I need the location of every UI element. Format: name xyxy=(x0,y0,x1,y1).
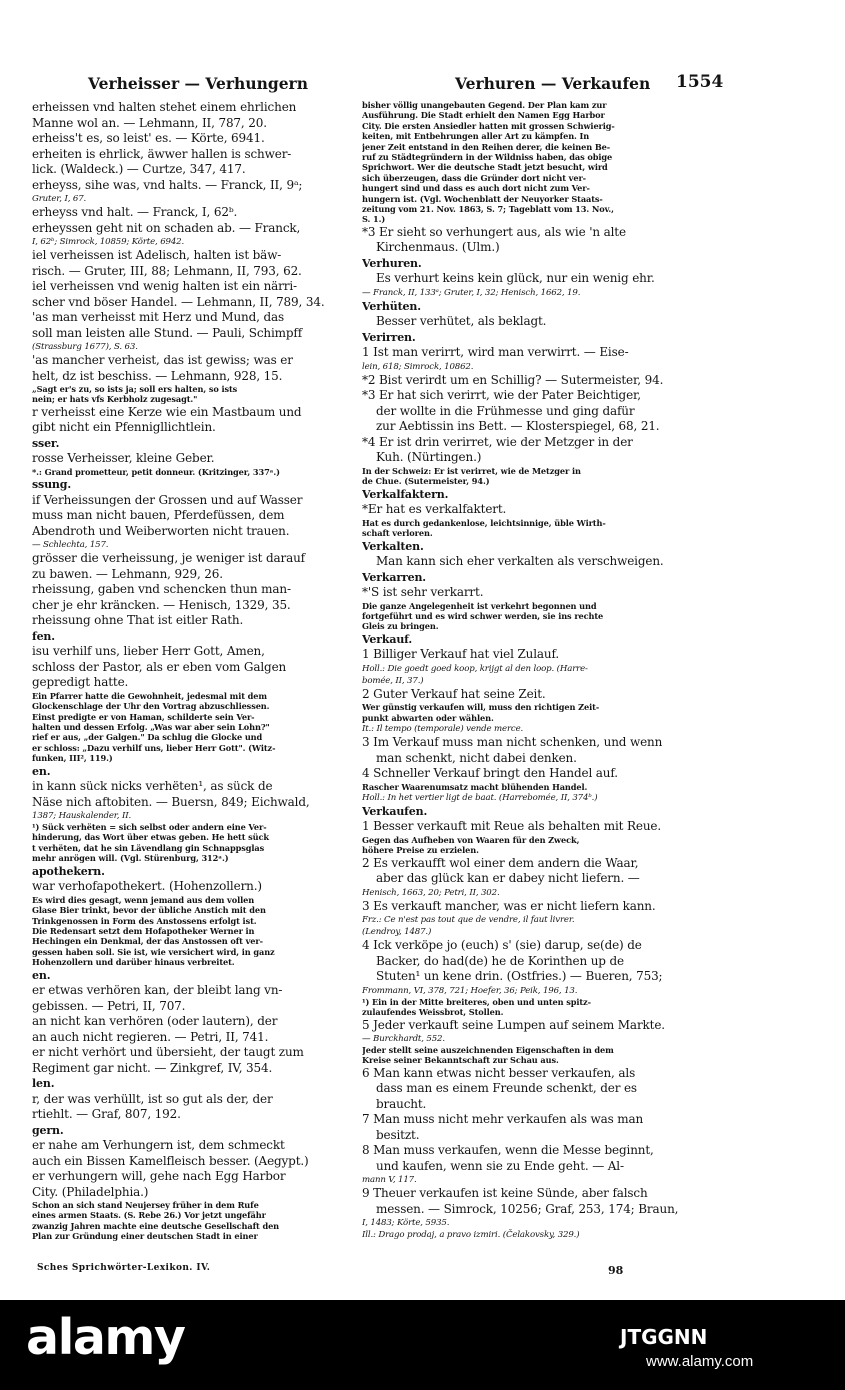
entry-headword: Verhüten. xyxy=(362,299,421,313)
note-line: t verhëten, dat he sin Lävendlang gin Schnappsglas xyxy=(32,842,265,853)
note-line: ¹) Ein in der Mitte breiteres, oben und unten spitz- xyxy=(362,996,591,1007)
note-line: zwanzig Jahren machte eine deutsche Gesellschaft den xyxy=(32,1220,280,1231)
proverb-line: soll man leisten alle Stund. — Pauli, Schimpff xyxy=(32,325,302,340)
note-line: S. 1.) xyxy=(362,214,386,225)
entry-headword: ssung. xyxy=(32,478,72,492)
note-line: höhere Preise zu erzielen. xyxy=(362,845,479,856)
proverb-line: lick. (Waldeck.) — Curtze, 347, 417. xyxy=(32,162,246,176)
entry-headword: Verkarren. xyxy=(362,570,426,584)
entry-headword: Verkalten. xyxy=(362,539,424,553)
proverb-line: 1 Besser verkauft mit Reue als behalten mit Reue. xyxy=(362,819,662,834)
proverb-line: erheyssen geht nit on schaden ab. — Franck, xyxy=(32,220,301,235)
proverb-line: er nahe am Verhungern ist, dem schmeckt xyxy=(32,1138,285,1153)
proverb-line: *2 Bist verirdt um en Schillig? — Sutermeister, 94. xyxy=(362,372,664,387)
citation-line: (Lendroy, 1487.) xyxy=(362,927,432,938)
proverb-line: Besser verhütet, als beklagt. xyxy=(376,314,547,329)
proverb-line: 'as man verheisst mit Herz und Mund, das xyxy=(32,310,285,324)
proverb-line: der wollte in die Frühmesse und ging dafür xyxy=(376,403,635,418)
proverb-line: er etwas verhören kan, der bleibt lang vn- xyxy=(32,983,283,998)
note-line: jener Zeit entstand in den Reihen derer, die keinen Be- xyxy=(362,141,611,152)
proverb-line: Es verhurt keins kein glück, nur ein wenig ehr. xyxy=(376,271,655,286)
proverb-line: rtiehlt. — Graf, 807, 192. xyxy=(32,1107,181,1122)
note-line: halten und dessen Erfolg. „Was war aber sein Lohn?" xyxy=(32,721,270,732)
note-line: Hechingen ein Denkmal, der das Anstossen oft ver- xyxy=(32,936,263,947)
note-line: Ausführung. Die Stadt erhielt den Namen Egg Harbor xyxy=(362,110,605,121)
proverb-line: *3 Er hat sich verirrt, wie der Pater Beichtiger, xyxy=(362,388,641,403)
proverb-line: 2 Guter Verkauf hat seine Zeit. xyxy=(362,686,546,701)
note-line: Es wird dies gesagt, wenn jemand aus dem vollen xyxy=(32,894,255,905)
citation-line: I, 62ᵇ; Simrock, 10859; Körte, 6942. xyxy=(32,237,185,247)
note-line: Die ganze Angelegenheit ist verkehrt begonnen und xyxy=(362,600,597,611)
note-line: ¹) Sück verhëten = sich selbst oder andern eine Ver- xyxy=(32,822,267,833)
proverb-line: messen. — Simrock, 10256; Graf, 253, 174; Braun, xyxy=(376,1201,679,1216)
entry-headword: Verkauf. xyxy=(362,632,413,646)
proverb-line: iel verheissen vnd wenig halten ist ein närri- xyxy=(32,279,297,293)
proverb-line: in kann sück nicks verhëten¹, as sück de xyxy=(32,779,273,794)
proverb-line: Stuten¹ un kene drin. (Ostfries.) — Bueren, 753; xyxy=(376,969,663,984)
note-line: de Chue. (Sutermeister, 94.) xyxy=(362,476,490,487)
alamy-logo: alamy xyxy=(26,1309,185,1366)
entry-headword: Verkaufen. xyxy=(362,804,428,818)
proverb-line: 9 Theuer verkaufen ist keine Sünde, aber falsch xyxy=(362,1186,648,1201)
note-line: Trinkgenossen in Form des Anstossens erfolgt ist. xyxy=(32,915,257,926)
proverb-line: war verhofapothekert. (Hohenzollern.) xyxy=(32,879,262,894)
note-line: er schloss: „Dazu verhilf uns, lieber Herr Gott". (Witz- xyxy=(32,742,276,753)
note-line: zeitung vom 21. Nov. 1863, S. 7; Tageblatt vom 13. Nov., xyxy=(362,204,614,215)
citation-line: Frz.: Ce n'est pas tout que de vendre, il faut livrer. xyxy=(362,915,575,926)
note-line: Ein Pfarrer hatte die Gewohnheit, jedesmal mit dem xyxy=(32,690,267,701)
note-line: schaft verloren. xyxy=(362,528,433,539)
note-line: hungern ist. (Vgl. Wochenblatt der Neuyorker Staats- xyxy=(362,193,603,204)
entry-headword: Verhuren. xyxy=(362,256,422,270)
citation-line: bomée, II, 37.) xyxy=(362,675,424,686)
note-line: mehr anrögen will. (Vgl. Stürenburg, 312ᵃ.) xyxy=(32,853,229,864)
proverb-line: 1 Ist man verirrt, wird man verwirrt. — Eise- xyxy=(362,345,629,360)
note-line: Plan zur Gründung einer deutschen Stadt in einer xyxy=(32,1231,258,1242)
proverb-line: besitzt. xyxy=(376,1127,420,1142)
proverb-line: 5 Jeder verkauft seine Lumpen auf seinem Markte. xyxy=(362,1017,665,1032)
note-line: Jeder stellt seine auszeichnenden Eigenschaften in dem xyxy=(362,1045,614,1056)
note-line: „Sagt er's zu, so ists ja; soll ers halten, so ists xyxy=(32,384,238,394)
note-line: rief er aus, „der Galgen." Da schlug die Glocke und xyxy=(32,732,263,743)
citation-line: Henisch, 1663, 20; Petri, II, 302. xyxy=(362,887,500,898)
note-line: *.: Grand prometteur, petit donneur. (Kritzinger, 337ᵃ.) xyxy=(32,466,280,477)
page-number: 1554 xyxy=(676,72,724,92)
citation-line: Gruter, I, 67. xyxy=(32,194,87,204)
proverb-line: *3 Er sieht so verhungert aus, als wie 'n alte xyxy=(362,224,626,239)
proverb-line: muss man nicht bauen, Pferdefüssen, dem xyxy=(32,508,285,523)
proverb-line: an nicht kan verhören (oder lautern), der xyxy=(32,1014,278,1029)
proverb-line: Abendroth und Weiberworten nicht trauen. xyxy=(32,523,290,538)
proverb-line: cher je ehr kräncken. — Henisch, 1329, 35. xyxy=(32,597,291,612)
proverb-line: isu verhilf uns, lieber Herr Gott, Amen, xyxy=(32,644,265,659)
note-line: hungert sind und dass es auch dort nicht zum Ver- xyxy=(362,183,590,194)
note-line: In der Schweiz: Er ist verirret, wie de Metzger in xyxy=(362,465,581,476)
header-left-title: Verheisser — Verhungern xyxy=(88,74,308,93)
entry-headword: Verkalfaktern. xyxy=(362,487,449,501)
note-line: Die Redensart setzt dem Hofapotheker Werner in xyxy=(32,925,255,936)
entry-headword: sser. xyxy=(32,436,60,450)
proverb-line: 8 Man muss verkaufen, wenn die Messe beginnt, xyxy=(362,1143,654,1158)
proverb-line: auch ein Bissen Kamelfleisch besser. (Aegypt.) xyxy=(32,1153,309,1168)
proverb-line: dass man es einem Freunde schenkt, der es xyxy=(376,1081,637,1096)
proverb-line: gepredigt hatte. xyxy=(32,675,129,690)
note-line: bisher völlig unangebauten Gegend. Der Plan kam zur xyxy=(362,100,607,110)
citation-line: Holl.: Die goedt goed koop, krijgt al den loop. (Harre- xyxy=(362,663,588,674)
proverb-line: iel verheissen ist Adelisch, halten ist bäw- xyxy=(32,248,282,262)
note-line: Gleis zu bringen. xyxy=(362,621,439,632)
note-line: Hohenzollern und darüber hinaus verbreitet. xyxy=(32,957,235,968)
proverb-line: 4 Schneller Verkauf bringt den Handel auf. xyxy=(362,766,618,781)
citation-line: Ill.: Drago prodaj, a pravo izmiri. (Čelakovsky, 329.) xyxy=(362,1230,580,1241)
entry-headword: en. xyxy=(32,764,51,778)
note-line: Glockenschlage der Uhr den Vortrag abzuschliessen. xyxy=(32,701,270,712)
entry-headword: gern. xyxy=(32,1123,64,1137)
proverb-line: *'S ist sehr verkarrt. xyxy=(362,585,484,599)
note-line: Schon an sich stand Neujersey früher in dem Rufe xyxy=(32,1200,259,1211)
proverb-line: zu bawen. — Lehmann, 929, 26. xyxy=(32,566,223,581)
note-line: ruf zu Städtegründern in der Wildniss haben, das obige xyxy=(362,152,613,163)
proverb-line: er nicht verhört und übersieht, der taugt zum xyxy=(32,1045,304,1060)
proverb-line: 1 Billiger Verkauf hat viel Zulauf. xyxy=(362,647,560,662)
proverb-line: Kuh. (Nürtingen.) xyxy=(376,450,482,465)
proverb-line: zur Aebtissin ins Bett. — Klosterspiegel, 68, 21. xyxy=(376,419,660,434)
citation-line: I, 1483; Körte, 5935. xyxy=(362,1218,450,1229)
note-line: Wer günstig verkaufen will, muss den richtigen Zeit- xyxy=(362,702,600,713)
citation-line: — Franck, II, 133ᵃ; Gruter, I, 32; Henisch, 1662, 19. xyxy=(362,287,581,298)
proverb-line: rheissung, gaben vnd schencken thun man- xyxy=(32,582,291,597)
proverb-line: 6 Man kann etwas nicht besser verkaufen, als xyxy=(362,1065,636,1080)
note-line: Einst predigte er von Haman, schilderte sein Ver- xyxy=(32,711,255,722)
proverb-line: Regiment gar nicht. — Zinkgref, IV, 354. xyxy=(32,1060,273,1075)
proverb-line: if Verheissungen der Grossen und auf Wasser xyxy=(32,492,303,507)
note-line: Kreise seiner Bekanntschaft zur Schau aus. xyxy=(362,1055,559,1066)
note-line: sich überzeugen, dass die Gründer dort nicht ver- xyxy=(362,172,586,183)
citation-line: (Strassburg 1677), S. 63. xyxy=(32,342,138,352)
footer-signature: Sches Sprichwörter-Lexikon. IV. xyxy=(37,1263,211,1273)
note-line: Sprichwort. Wer die deutsche Stadt jetzt besucht, wird xyxy=(362,162,608,173)
citation-line: Holl.: In het vertier ligt de baat. (Harrebomée, II, 374ᵇ.) xyxy=(362,792,598,803)
citation-line: 1387; Hauskalender, II. xyxy=(32,811,132,822)
proverb-line: erheyss, sihe was, vnd halts. — Franck, II, 9ᵃ; xyxy=(32,177,303,192)
proverb-line: aber das glück kan er dabey nicht liefern. — xyxy=(376,871,640,886)
note-line: Gegen das Aufheben von Waaren für den Zweck, xyxy=(362,834,580,845)
proverb-line: Manne wol an. — Lehmann, II, 787, 20. xyxy=(32,115,267,130)
note-line: funken, III², 119.) xyxy=(32,753,113,764)
citation-line: — Schlechta, 157. xyxy=(32,540,109,551)
proverb-line: erheiten is ehrlick, äwwer hallen is schwer- xyxy=(32,146,292,161)
proverb-line: gebissen. — Petri, II, 707. xyxy=(32,998,186,1013)
note-line: fortgeführt und es wird schwer werden, sie ins rechte xyxy=(362,610,604,621)
proverb-line: rheissung ohne That ist eitler Rath. xyxy=(32,613,244,628)
entry-headword: apothekern. xyxy=(32,864,105,878)
left-column xyxy=(32,100,350,1242)
proverb-line: r, der was verhüllt, ist so gut als der, der xyxy=(32,1091,273,1106)
proverb-line: erheyss vnd halt. — Franck, I, 62ᵇ. xyxy=(32,205,238,219)
proverb-line: gibt nicht ein Pfennigllichtlein. xyxy=(32,420,216,435)
header-right-title: Verhuren — Verkaufen xyxy=(455,74,651,93)
entry-headword: len. xyxy=(32,1077,55,1091)
proverb-line: *Er hat es verkalfaktert. xyxy=(362,502,507,517)
image-id: JTGGNN xyxy=(620,1325,708,1349)
proverb-line: er verhungern will, gehe nach Egg Harbor xyxy=(32,1169,286,1184)
proverb-line: Näse nich aftobiten. — Buersn, 849; Eichwald, xyxy=(32,794,310,809)
entry-headword: fen. xyxy=(32,629,55,643)
watermark-url: www.alamy.com xyxy=(646,1353,754,1370)
proverb-line: *4 Er ist drin verirret, wie der Metzger in der xyxy=(362,434,633,449)
note-line: nein; er hats vfs Kerbholz zugesagt." xyxy=(32,394,198,405)
proverb-line: an auch nicht regieren. — Petri, II, 741. xyxy=(32,1029,269,1044)
citation-line: Frommann, VI, 378, 721; Hoefer, 36; Peik, 196, 13. xyxy=(362,985,578,996)
entry-headword: en. xyxy=(32,968,51,982)
proverb-line: helt, dz ist beschiss. — Lehmann, 928, 15. xyxy=(32,368,283,383)
entry-headword: Verirren. xyxy=(362,330,416,344)
citation-line: lein, 618; Simrock, 10862. xyxy=(362,361,474,372)
note-line: City. Die ersten Ansiedler hatten mit grossen Schwierig- xyxy=(362,120,615,131)
proverb-line: schloss der Pastor, als er eben vom Galgen xyxy=(32,659,287,674)
note-line: gessen haben soll. Sie ist, wie versichert wird, in ganz xyxy=(32,946,275,957)
proverb-line: risch. — Gruter, III, 88; Lehmann, II, 793, 62. xyxy=(32,263,302,278)
proverb-line: Man kann sich eher verkalten als verschweigen. xyxy=(376,554,664,568)
proverb-line: 2 Es verkaufft wol einer dem andern die Waar, xyxy=(362,855,639,870)
proverb-line: r verheisst eine Kerze wie ein Mastbaum und xyxy=(32,404,302,419)
proverb-line: braucht. xyxy=(376,1096,427,1111)
proverb-line: und kaufen, wenn sie zu Ende geht. — Al- xyxy=(376,1158,624,1173)
proverb-line: grösser die verheissung, je weniger ist darauf xyxy=(32,551,305,566)
proverb-line: 'as mancher verheist, das ist gewiss; was er xyxy=(32,353,293,367)
note-line: Hat es durch gedankenlose, leichtsinnige, üble Wirth- xyxy=(362,517,606,528)
proverb-line: 4 Ick verköpe jo (euch) s' (sie) darup, se(de) de xyxy=(362,938,642,953)
citation-line: — Burckhardt, 552. xyxy=(362,1034,445,1045)
proverb-line: Backer, do had(de) he de Korinthen up de xyxy=(376,953,624,968)
proverb-line: 7 Man muss nicht mehr verkaufen als was man xyxy=(362,1112,644,1127)
note-line: punkt abwarten oder wählen. xyxy=(362,712,494,723)
proverb-line: scher vnd böser Handel. — Lehmann, II, 789, 34. xyxy=(32,294,325,309)
proverb-line: 3 Im Verkauf muss man nicht schenken, und wenn xyxy=(362,735,663,750)
proverb-line: Kirchenmaus. (Ulm.) xyxy=(376,240,500,255)
right-column xyxy=(362,100,724,1241)
proverb-line: erheiss't es, so leist' es. — Körte, 6941. xyxy=(32,131,265,145)
note-line: Rascher Waarenumsatz macht blühenden Handel. xyxy=(362,781,588,792)
proverb-line: rosse Verheisser, kleine Geber. xyxy=(32,451,215,466)
proverb-line: City. (Philadelphia.) xyxy=(32,1184,149,1199)
note-line: hinderung, das Wort über etwas geben. He hett sück xyxy=(32,832,269,843)
note-line: Glase Bier trinkt, bevor der übliche Anstich mit den xyxy=(32,905,266,916)
note-line: zulaufendes Weissbrot, Stollen. xyxy=(362,1007,504,1018)
citation-line: It.: Il tempo (temporale) vende merce. xyxy=(362,724,524,735)
citation-line: mann V, 117. xyxy=(362,1175,417,1186)
proverb-line: erheissen vnd halten stehet einem ehrlichen xyxy=(32,100,297,114)
proverb-line: 3 Es verkauft mancher, was er nicht liefern kann. xyxy=(362,898,656,913)
proverb-line: man schenkt, nicht dabei denken. xyxy=(376,750,577,765)
footer-sheet-number: 98 xyxy=(608,1264,624,1277)
note-line: keiten, mit Entbehrungen aller Art zu kämpfen. In xyxy=(362,131,590,142)
note-line: eines armen Staats. (S. Rebe 26.) Vor jetzt ungefähr xyxy=(32,1210,266,1221)
